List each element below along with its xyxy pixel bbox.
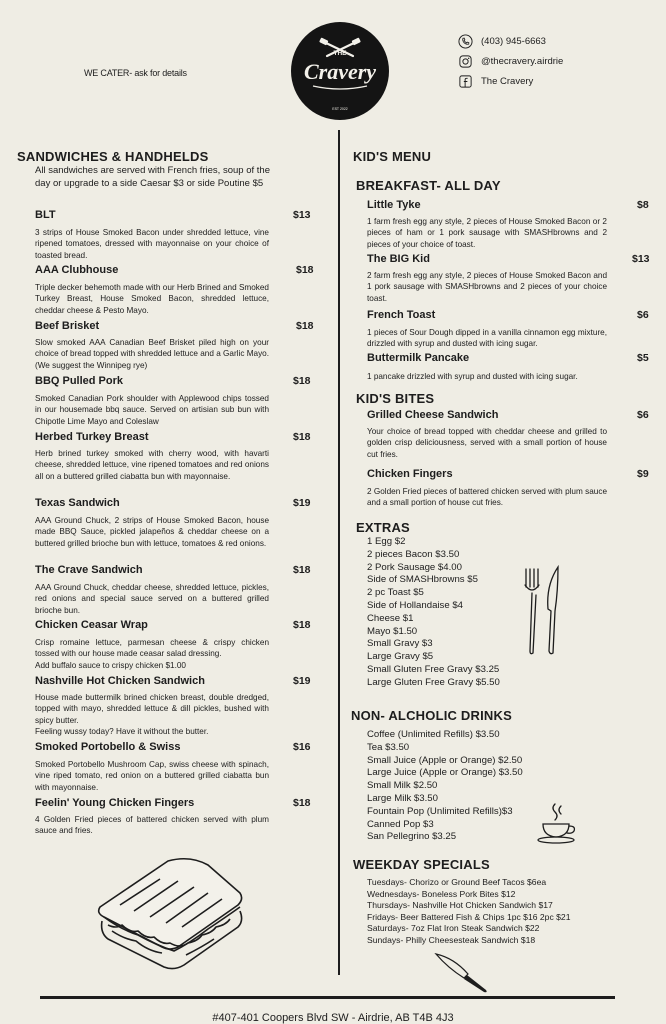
item-name: Beef Brisket [35,320,100,332]
cravery-logo [291,22,389,120]
kids-bites-heading: KID'S BITES [356,391,435,406]
facebook-name: The Cravery [481,76,534,87]
list-item: Saturdays- 7oz Flat Iron Steak Sandwich $22 [367,923,540,934]
contact-phone[interactable] [458,34,546,49]
sandwiches-intro: All sandwiches are served with French fries, soup of the day or upgrade to a side Caesar $3 or side Poutine $5 [35,165,270,189]
item-description: 2 farm fresh egg any style, 2 pieces of House Smoked Bacon and 1 pork sausage with SMASHbrowns and 2 pieces of your choice toast. [367,271,607,303]
item-description: 1 farm fresh egg any style, 2 pieces of House Smoked Bacon or 2 pieces of ham or 1 pork sausage with SMASHbrowns and 2 pieces of your choice of toast. [367,217,607,249]
fork-knife-icon [518,565,566,657]
item-name: The Crave Sandwich [35,564,143,576]
list-item: Side of Hollandaise $4 [367,599,464,611]
item-description: 3 strips of House Smoked Bacon under shredded lettuce, vine ripened tomatoes, dressed with mayonnaise on your choice of toasted bread. [35,228,269,260]
list-item: 1 Egg $2 [367,536,406,547]
phone-icon [458,34,473,49]
specials-list [367,877,571,947]
list-item: Side of SMASHbrowns $5 [367,574,478,586]
footer-address: #407-401 Coopers Blvd SW - Airdrie, AB T4B 4J3 [212,1012,454,1024]
item-name: Little Tyke [367,199,421,211]
phone-number: (403) 945-6663 [481,36,546,47]
item-price: $19 [293,497,311,509]
item-name: AAA Clubhouse [35,264,119,276]
item-name: Smoked Portobello & Swiss [35,741,181,753]
contact-instagram[interactable] [458,54,563,69]
item-name: French Toast [367,309,436,321]
item-name: Herbed Turkey Breast [35,431,149,443]
list-item: Large Gravy $5 [367,651,434,663]
item-addon-note: Add buffalo sauce to crispy chicken $1.00 [35,660,186,670]
drinks-list [367,729,523,844]
item-addon-note: Feeling wussy today? Have it without the butter. [35,726,209,736]
list-item: Canned Pop $3 [367,818,434,830]
item-description: Triple decker behemoth made with our Herb Brined and Smoked Turkey Breast, House Smoked Bacon, shredded lettuce, cheddar cheese & Pesto Mayo. [35,283,269,315]
item-name: Buttermilk Pancake [367,352,470,364]
item-description-text: House made buttermilk brined chicken breast, double dredged, topped with mayo, shredded lettuce & dill pickles, bushed with spicy butter. [35,693,269,725]
list-item: Small Gluten Free Gravy $3.25 [367,663,500,675]
item-name: Grilled Cheese Sandwich [367,409,499,421]
list-item: Tuesdays- Chorizo or Ground Beef Tacos $6ea [367,877,547,887]
catering-note: WE CATER- ask for details [84,68,187,78]
item-price: $18 [293,797,311,809]
item-name: Texas Sandwich [35,497,120,509]
facebook-icon [458,74,473,89]
extras-heading: EXTRAS [356,520,410,535]
item-description [35,637,269,671]
list-item: Small Gravy $3 [367,638,433,650]
list-item: Fountain Pop (Unlimited Refills)$3 [367,805,513,817]
item-description: 4 Golden Fried pieces of battered chicken served with plum sauce and fries. [35,815,269,836]
footer-divider [40,996,615,999]
item-description: AAA Ground Chuck, cheddar cheese, shredded lettuce, pickles, red onions and special sauce served on a buttered grilled brioche bun. [35,583,269,615]
list-item: Coffee (Unlimited Refills) $3.50 [367,729,500,740]
list-item: Mayo $1.50 [367,625,418,637]
item-price: $5 [637,352,649,364]
item-price: $19 [293,675,311,687]
item-name: BBQ Pulled Pork [35,375,124,387]
list-item: Large Milk $3.50 [367,792,438,804]
contact-facebook[interactable] [458,74,533,89]
logo-graphic [291,22,389,120]
sandwiches-heading: SANDWICHES & HANDHELDS [17,149,209,164]
logo-small-text: EST 2022 [332,107,348,111]
item-description: Your choice of bread topped with cheddar cheese and grilled to golden crisp deliciousness, served with a small portion of house cut fries. [367,427,607,459]
list-item: Sundays- Philly Cheesesteak Sandwich $18 [367,934,536,945]
item-name: Chicken Fingers [367,468,453,480]
item-price: $18 [293,431,311,443]
list-item: 2 pc Toast $5 [367,587,424,599]
item-name: BLT [35,209,56,221]
item-name: Feelin' Young Chicken Fingers [35,797,195,809]
item-description: 2 Golden Fried pieces of battered chicken served with plum sauce and a small portion of house cut fries. [367,487,607,508]
column-divider [338,130,340,975]
instagram-handle: @thecravery.airdrie [481,56,564,67]
item-price: $18 [296,320,314,332]
item-description: Slow smoked AAA Canadian Beef Brisket piled high on your choice of bread topped with shredded lettuce and a Garlic Mayo. (We suggest the Winnipeg rye) [35,338,269,370]
coffee-cup-icon [535,800,581,846]
item-price: $16 [293,741,311,753]
item-name: The BIG Kid [367,253,430,265]
sandwich-illustration [90,855,250,975]
logo-top-text: THE [333,50,347,57]
item-name: Chicken Ceasar Wrap [35,619,148,631]
item-description-text: Crisp romaine lettuce, parmesan cheese & crispy chicken tossed with our house made ceasar salad dressing. [35,638,269,659]
list-item: Cheese $1 [367,612,414,624]
item-description [35,692,269,737]
item-description: Smoked Portobello Mushroom Cap, swiss cheese with spinach, vine riped tomato, red onion on a buttered grilled ciabatta bun with mayonnaise. [35,760,269,792]
list-item: Large Juice (Apple or Orange) $3.50 [367,767,523,779]
item-price: $8 [637,199,649,211]
kids-menu-heading: KID'S MENU [353,149,432,164]
item-price: $6 [637,409,649,421]
list-item: Large Gluten Free Gravy $5.50 [367,676,500,688]
chef-knife-icon [434,952,490,994]
item-description: Herb brined turkey smoked with cherry wood, with havarti cheese, shredded lettuce, vine ripened tomatoes and red onions all on a buttered grilled ciabatta bun with mayonnaise. [35,449,269,481]
list-item: Small Juice (Apple or Orange) $2.50 [367,754,523,766]
list-item: Tea $3.50 [367,741,410,753]
item-price: $13 [632,253,650,265]
list-item: Fridays- Beer Battered Fish & Chips 1pc $16 2pc $21 [367,911,571,922]
list-item: Small Milk $2.50 [367,780,438,792]
item-price: $9 [637,468,649,480]
item-price: $13 [293,209,311,221]
list-item: 2 pieces Bacon $3.50 [367,548,460,560]
item-description: Smoked Canadian Pork shoulder with Applewood chips tossed in our housemade bbq sauce. Served on artisian sub bun with Chipotle Lime Mayo and Coleslaw [35,394,269,426]
drinks-heading: NON- ALCHOLIC DRINKS [351,708,512,723]
specials-heading: WEEKDAY SPECIALS [353,857,490,872]
item-name: Nashville Hot Chicken Sandwich [35,675,205,687]
instagram-icon [458,54,473,69]
list-item: Wednesdays- Boneless Pork Bites $12 [367,888,516,899]
logo-name-text: Cravery [303,59,377,84]
item-description: 1 pancake drizzled with syrup and dusted with icing sugar. [367,372,578,381]
item-price: $18 [293,619,311,631]
item-price: $18 [293,564,311,576]
item-description: AAA Ground Chuck, 2 strips of House Smoked Bacon, house made BBQ Sauce, pickled jalapeños & cheddar cheese on a buttered grilled brioche bun with lettuce, tomatoes & red onions. [35,516,269,548]
list-item: 2 Pork Sausage $4.00 [367,561,462,573]
item-price: $6 [637,309,649,321]
item-price: $18 [293,375,311,387]
list-item: Thursdays- Nashville Hot Chicken Sandwich $17 [367,900,553,911]
extras-list [367,536,500,690]
breakfast-heading: BREAKFAST- ALL DAY [356,178,501,193]
item-price: $18 [296,264,314,276]
list-item: San Pellegrino $3.25 [367,831,457,843]
item-description: 1 pieces of Sour Dough dipped in a vanilla cinnamon egg mixture, drizzled with syrup and dusted with icing sugar. [367,328,607,349]
